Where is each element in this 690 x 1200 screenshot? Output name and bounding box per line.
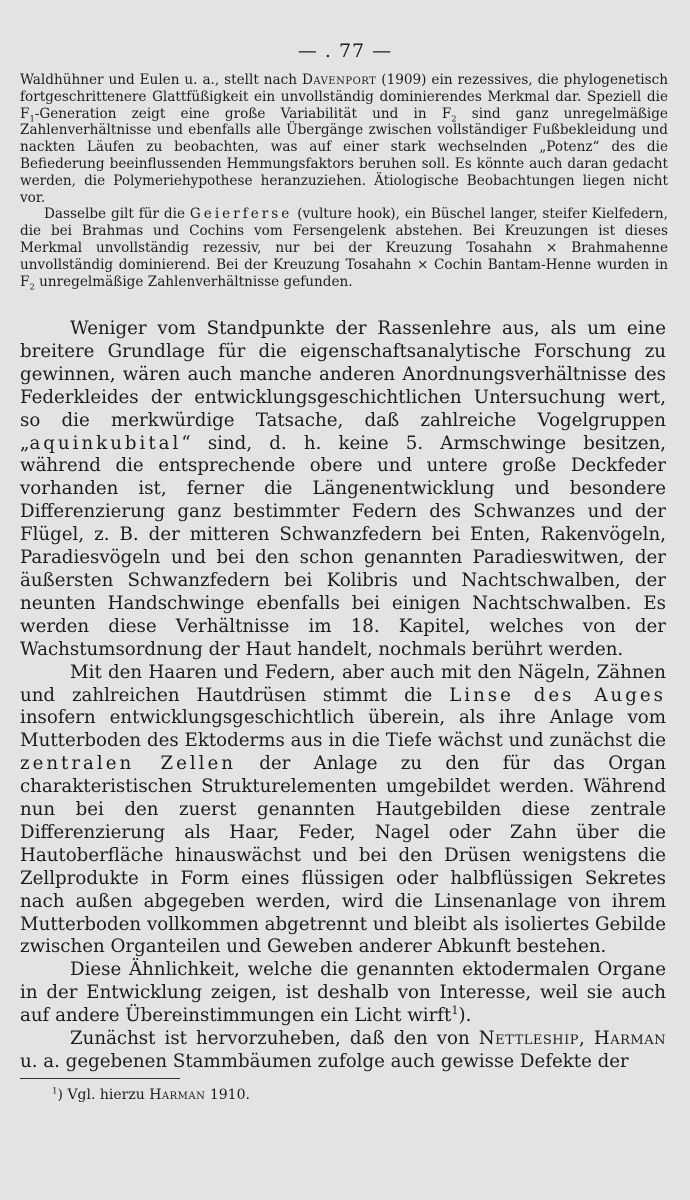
footnote-marker: 1: [451, 1004, 459, 1018]
subscript: 2: [451, 113, 457, 124]
body-paragraph: [20, 318, 666, 662]
text-run: der Anlage zu den für das Organ charakteristischen Strukturelementen umgebildet werden. Während nun bei den zuerst genannten Hautgebilden diese zentrale Differenzierung als Haar, Feder, Nagel oder Zahn über die Hautoberfläche hinauswächst und bei den Drüsen wenigstens die Zellprodukte in Form eines flüssigen oder halbflüssigen Sekretes nach außen abgegeben werden, wird die Linsenanlage von ihrem Mutterboden vollkommen abgetrennt und bleibt als isoliertes Gebilde zwischen Organteilen und Geweben anderer Abkunft bestehen.: [20, 753, 666, 958]
footnote-marker: 1: [52, 1086, 58, 1097]
text-run: Mit den Haaren und Federn, aber auch mit den Nägeln, Zähnen und zahlreichen Hautdrüsen stimmt die: [20, 661, 666, 706]
text-run: sind ganz unregelmäßige Zahlenverhältnisse und ebenfalls alle Übergänge zwischen vollständiger Fußbekleidung und nackten Läufen zu beobachten, was auf einer stark wechselnden „Potenz“ des die Befiederung beeinflussenden Hemmungsfaktors beruhen soll. Es könnte auch daran gedacht werden, die Polymeriehypothese heranzuziehen. Ätiologische Beobachtungen liegen nicht vor.: [20, 105, 668, 206]
text-run: Zunächst ist hervorzuheben, daß den von: [70, 1028, 479, 1050]
text-run: Weniger vom Standpunkte der Rassenlehre aus, als um eine breitere Grundlage für die eigenschaftsanalytische Forschung zu gewinnen, wären auch manche anderen Anordnungsverhältnisse des Federkleides der entwicklungsgeschichtlichen Untersuchung wert, so die merkwürdige Tatsache, daß zahlreiche Vogelgruppen „: [20, 318, 666, 454]
small-paragraph: [20, 72, 668, 206]
page-number: — . 77 —: [297, 40, 393, 62]
text-run: Waldhühner und Eulen u. a., stellt nach: [20, 72, 302, 88]
author-name: Davenport: [301, 72, 377, 88]
footnote-divider: [20, 1078, 180, 1079]
text-run: insofern entwicklungsgeschichtlich überein, als ihre Anlage vom Mutterboden des Ektoderms aus in die Tiefe wächst und zunächst die: [20, 707, 666, 752]
text-run: ,: [579, 1028, 594, 1050]
text-run: ).: [458, 1005, 472, 1027]
body-paragraph: [20, 959, 666, 1028]
text-run: (vulture hook), ein Büschel langer, steifer Kielfedern, die bei Brahmas und Cochins vom Fersengelenk abstehen. Bei Kreuzungen ist dieses Merkmal unvollständig rezessiv, nur bei der Kreuzung Tosahahn × Brahmahenne unvollständig dominierend. Bei der Kreuzung Tosahahn × Cochin Bantam-Henne wurden in F: [20, 206, 669, 290]
text-run: -Generation zeigt eine große Variabilität und in F: [34, 105, 452, 122]
author-name: Nettleship: [478, 1028, 579, 1050]
footnote: [52, 1086, 250, 1104]
subscript: 2: [29, 281, 35, 292]
spaced-term: zentralen Zellen: [20, 753, 236, 775]
text-run: Diese Ähnlichkeit, welche die genannten ektodermalen Organe in der Entwicklung zeigen, ist deshalb von Interesse, weil sie auch auf andere Übereinstimmungen ein Licht wirft: [20, 959, 666, 1027]
body-paragraph: [20, 1028, 666, 1074]
body-paragraph: [20, 662, 666, 960]
subscript: 1: [29, 113, 35, 124]
author-name: Harman: [149, 1087, 206, 1103]
spaced-term: aquinkubital: [29, 432, 182, 454]
text-run: Dasselbe gilt für die: [44, 206, 190, 223]
text-run: 1910.: [205, 1087, 250, 1103]
small-print-section: [20, 72, 668, 290]
text-run: “ sind, d. h. keine 5. Armschwinge besitzen, während die entsprechende obere und untere große Deckfeder vorhanden ist, ferner die Längenentwicklung und besondere Differenzierung ganz bestimmter Federn des Schwanzes und der Flügel, z. B. der mitteren Schwanzfedern bei Enten, Rakenvögeln, Paradiesvögeln und bei den schon genannten Paradieswitwen, der äußersten Schwanzfedern bei Kolibris und Nachtschwalben, der neunten Handschwinge ebenfalls bei einigen Nachtschwalben. Es werden diese Verhältnisse im 18. Kapitel, welches von der Wachstumsordnung der Haut handelt, nochmals berührt werden.: [20, 432, 666, 660]
text-run: ) Vgl. hierzu: [57, 1087, 150, 1103]
text-run: unregelmäßige Zahlenverhältnisse gefunden.: [34, 273, 353, 290]
author-name: Harman: [593, 1028, 666, 1050]
text-run: u. a. gegebenen Stammbäumen zufolge auch gewisse Defekte der: [20, 1051, 629, 1072]
main-text-section: [20, 318, 666, 1074]
small-paragraph: [20, 206, 668, 290]
spaced-term: Geierferse: [189, 206, 293, 223]
text-run: (1909) ein rezessives, die phylogenetisch fortgeschrittenere Glattfüßigkeit ein unvollständig dominierendes Merkmal dar. Speziell die F: [20, 72, 668, 122]
spaced-term: Linse des Auges: [449, 684, 666, 706]
